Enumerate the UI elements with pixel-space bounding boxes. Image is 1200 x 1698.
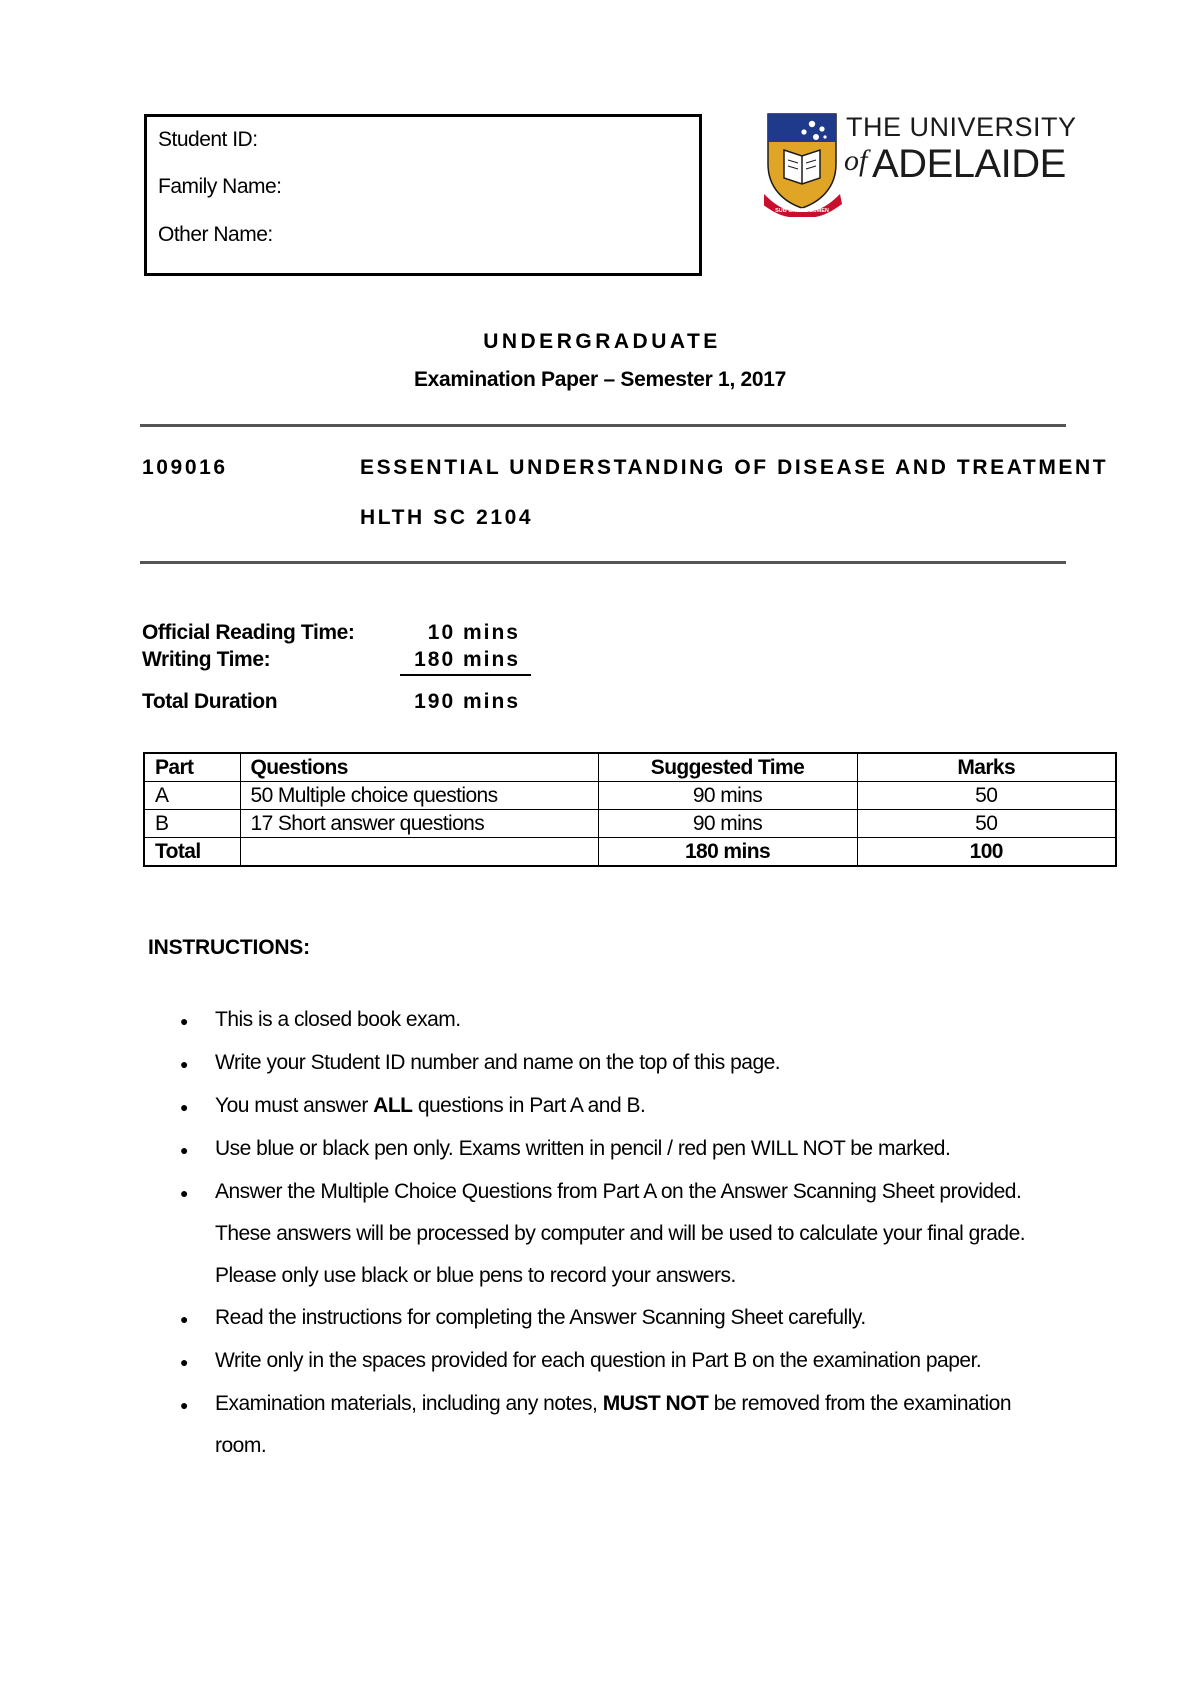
instruction-line [215,1264,736,1288]
table-cell: 17 Short answer questions [240,810,598,838]
instruction-text: room. [215,1434,267,1457]
instruction-text: You must answer [215,1094,374,1117]
other-name-label: Other Name: [158,223,273,246]
exam-parts-table [143,752,1117,867]
logo-motto: SUB CRUCE LUMEN [775,208,829,214]
table-cell: 180 mins [598,838,857,867]
bullet-icon: ● [180,1013,189,1029]
writing-time-value: 180 mins [414,648,520,671]
table-cell: 50 [857,810,1116,838]
university-crest-icon [764,112,844,217]
logo-text-line2: ADELAIDE [872,142,1066,186]
instruction-text: questions in Part A and B. [412,1094,646,1117]
instruction-text: Answer the Multiple Choice Questions from Part A on the Answer Scanning Sheet provided. [215,1180,1022,1203]
table-cell: 50 [857,782,1116,810]
table-total-row [144,838,1116,867]
instruction-line [215,1306,866,1330]
instruction-line [215,1094,645,1118]
table-cell: 50 Multiple choice questions [240,782,598,810]
course-number: 109016 [142,456,228,479]
table-header-cell: Suggested Time [598,753,857,782]
bullet-icon: ● [180,1397,189,1413]
instruction-line [215,1008,461,1032]
bullet-icon: ● [180,1354,189,1370]
instruction-line [215,1180,1021,1204]
table-cell: 90 mins [598,810,857,838]
bullet-icon: ● [180,1311,189,1327]
instruction-text: Please only use black or blue pens to record your answers. [215,1264,736,1287]
instruction-text: Examination materials, including any notes, [215,1392,603,1415]
total-duration-value: 190 mins [414,690,520,713]
instruction-text: This is a closed book exam. [215,1008,461,1031]
instruction-line [215,1222,1025,1246]
instructions-heading: INSTRUCTIONS: [148,936,310,959]
instruction-emphasis: ALL [373,1094,413,1117]
student-id-label: Student ID: [158,128,258,151]
total-duration-label: Total Duration [142,690,278,713]
logo-text-of: of [844,144,868,177]
table-header-cell: Marks [857,753,1116,782]
divider-top [140,424,1066,427]
instruction-text: Write your Student ID number and name on the top of this page. [215,1051,781,1074]
bullet-icon: ● [180,1056,189,1072]
instruction-emphasis: MUST NOT [602,1392,709,1415]
university-logo [764,112,1077,222]
course-code: HLTH SC 2104 [360,506,534,529]
instruction-line [215,1137,950,1161]
exam-level: UNDERGRADUATE [483,330,721,353]
instruction-text: Read the instructions for completing the Answer Scanning Sheet carefully. [215,1306,866,1329]
table-header-cell: Part [144,753,240,782]
writing-time-label: Writing Time: [142,648,271,671]
table-cell: 90 mins [598,782,857,810]
bullet-icon: ● [180,1142,189,1158]
instruction-line [215,1051,780,1075]
instruction-line [215,1434,266,1458]
bullet-icon: ● [180,1099,189,1115]
reading-time-label: Official Reading Time: [142,621,355,644]
instruction-line [215,1392,1011,1416]
table-cell [240,838,598,867]
family-name-label: Family Name: [158,175,282,198]
instruction-line [215,1349,981,1373]
bullet-icon: ● [180,1185,189,1201]
table-cell: A [144,782,240,810]
table-row [144,810,1116,838]
instruction-text: Use blue or black pen only. Exams written in pencil / red pen WILL NOT be marked. [215,1137,951,1160]
exam-paper-title: Examination Paper – Semester 1, 2017 [413,368,787,391]
table-cell: 100 [857,838,1116,867]
logo-text-line1: THE UNIVERSITY [846,112,1077,142]
reading-time-value: 10 mins [427,621,520,644]
table-row [144,782,1116,810]
table-cell: Total [144,838,240,867]
divider-bottom [140,561,1066,564]
table-header-cell: Questions [240,753,598,782]
instruction-text: These answers will be processed by computer and will be used to calculate your final grade. [215,1222,1026,1245]
time-sum-underline [400,674,531,676]
table-cell: B [144,810,240,838]
student-details-box [144,114,702,276]
instruction-text: be removed from the examination [708,1392,1012,1415]
course-title: ESSENTIAL UNDERSTANDING OF DISEASE AND TREATMENT [360,456,1109,479]
instruction-text: Write only in the spaces provided for each question in Part B on the examination paper. [215,1349,982,1372]
table-header-row [144,753,1116,782]
